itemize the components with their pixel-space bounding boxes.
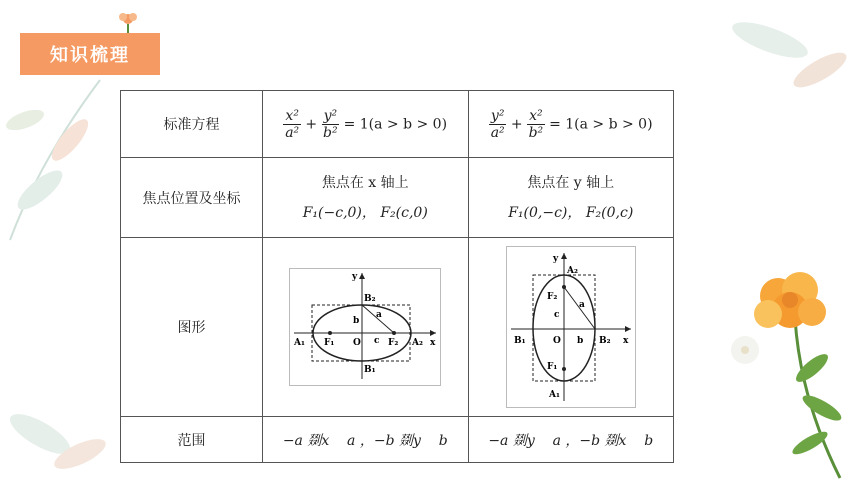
table-row bbox=[121, 91, 674, 158]
table-row bbox=[121, 238, 674, 417]
label-x: x bbox=[622, 336, 629, 346]
ellipse-summary-table bbox=[120, 90, 674, 463]
leaf-decoration-bottom-left bbox=[0, 374, 120, 484]
leaf-decoration-top-right bbox=[710, 0, 860, 110]
row-header: 焦点位置及坐标 bbox=[121, 158, 263, 238]
label-A2: A₂ bbox=[566, 266, 578, 276]
flower-decoration bbox=[700, 258, 860, 484]
label-y: y bbox=[352, 272, 358, 282]
equation-y-major: $\frac{\text{y²}}{\text{a²}}$ + $\frac{\text{x²}}{\text{b²}}$ = 1(a > b > 0) bbox=[468, 91, 674, 158]
row-header: 范围 bbox=[121, 417, 263, 463]
range-x-major: −a 剟x a ，−b 剟y b bbox=[263, 417, 469, 463]
label-y: y bbox=[552, 254, 558, 264]
label-origin: O bbox=[353, 338, 362, 348]
range-y-major: −a 剟y a ，−b 剟x b bbox=[468, 417, 674, 463]
label-B2: B₂ bbox=[364, 294, 376, 304]
label-a: a bbox=[578, 300, 585, 310]
section-badge: 知识梳理 bbox=[20, 33, 160, 75]
label-a: a bbox=[376, 310, 383, 320]
label-F2: F₂ bbox=[546, 292, 558, 302]
figure-x-major-cell bbox=[263, 238, 469, 417]
label-F2: F₂ bbox=[388, 338, 399, 348]
label-x: x bbox=[430, 338, 436, 348]
row-header: 标准方程 bbox=[121, 91, 263, 158]
leaf-decoration-left bbox=[0, 60, 120, 260]
label-B1: B₁ bbox=[364, 365, 376, 375]
figure-y-major-cell bbox=[468, 238, 674, 417]
table-row bbox=[121, 158, 674, 238]
label-A1: A₁ bbox=[294, 338, 306, 348]
label-c: c bbox=[374, 336, 380, 346]
label-b: b bbox=[353, 316, 360, 326]
label-B2: B₂ bbox=[598, 336, 611, 346]
label-A1: A₁ bbox=[548, 390, 560, 400]
label-F1: F₁ bbox=[324, 338, 335, 348]
label-b: b bbox=[576, 336, 584, 346]
ellipse-figure-y bbox=[507, 247, 635, 403]
label-origin: O bbox=[552, 336, 561, 346]
focus-x-major: 焦点在 x 轴上 F₁(−c,0)， F₂(c,0) bbox=[263, 158, 469, 238]
label-F1: F₁ bbox=[546, 362, 558, 372]
label-c: c bbox=[553, 310, 560, 320]
flower-icon bbox=[117, 10, 139, 34]
ellipse-figure-x bbox=[290, 269, 440, 381]
row-header: 图形 bbox=[121, 238, 263, 417]
table-row bbox=[121, 417, 674, 463]
label-A2: A₂ bbox=[412, 338, 424, 348]
label-B1: B₁ bbox=[513, 336, 526, 346]
equation-x-major: $\frac{\text{x²}}{\text{a²}}$ + $\frac{\text{y²}}{\text{b²}}$ = 1(a > b > 0) bbox=[263, 91, 469, 158]
focus-y-major: 焦点在 y 轴上 F₁(0,−c)， F₂(0,c) bbox=[468, 158, 674, 238]
